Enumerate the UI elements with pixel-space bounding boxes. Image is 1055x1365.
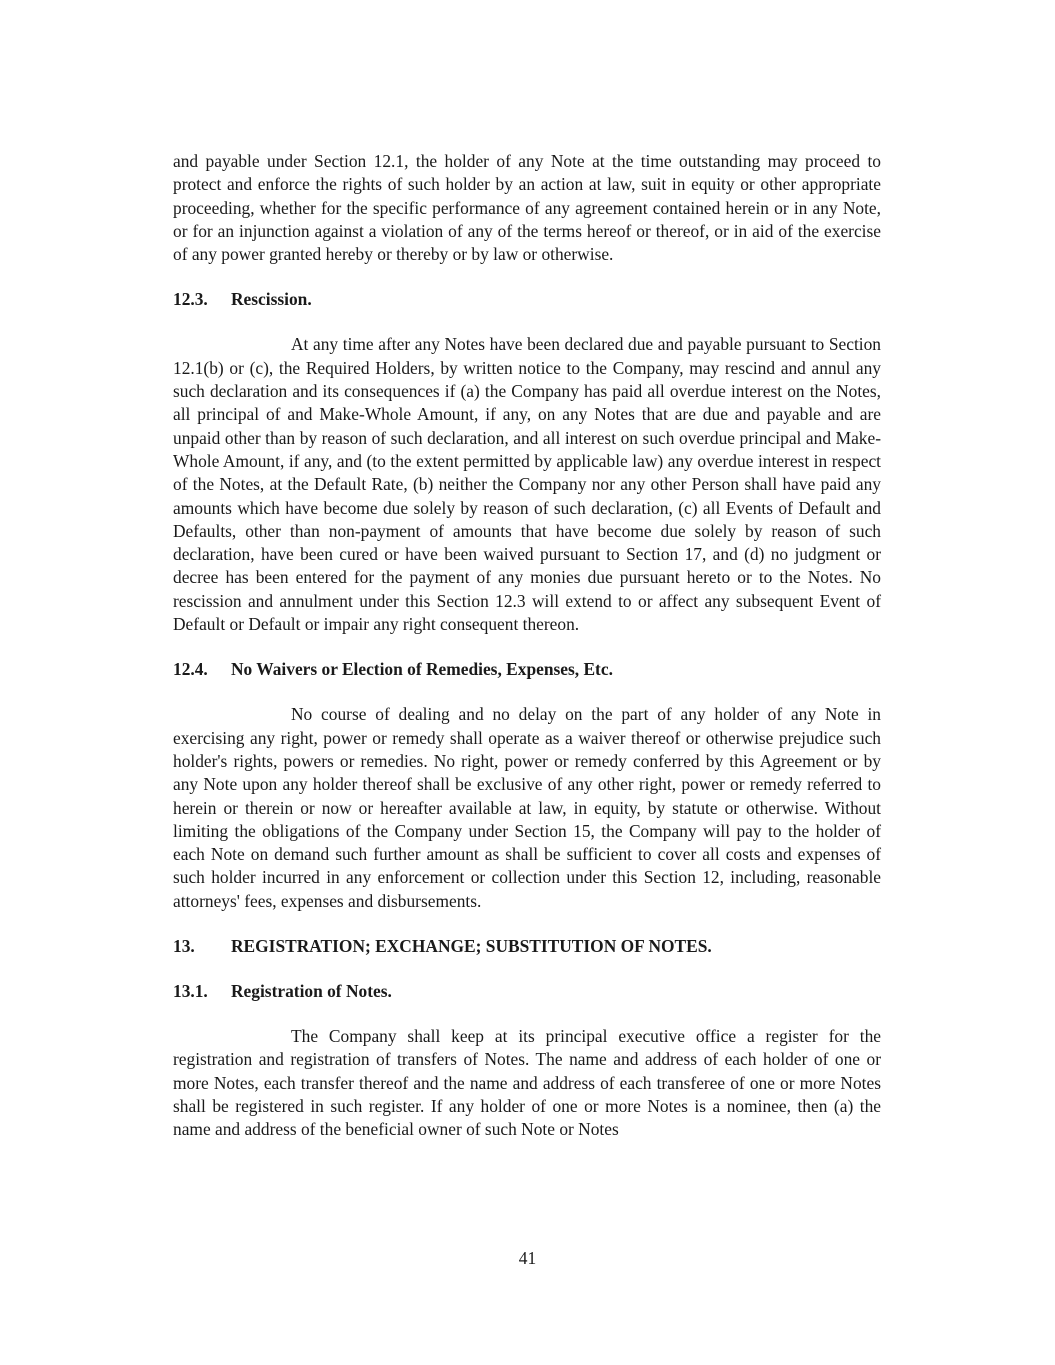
section-13-heading: [173, 935, 881, 958]
section-12-4-heading: [173, 658, 881, 681]
section-12-4-body: No course of dealing and no delay on the part of any holder of any Note in exercising any right, power or remedy shall operate as a waiver thereof or otherwise prejudice such holder's rights, powers or remedies. No right, power or remedy conferred by this Agreement or by any Note upon any holder thereof shall be exclusive of any other right, power or remedy referred to herein or therein or now or hereafter available at law, in equity, by statute or otherwise. Without limiting the obligations of the Company under Section 15, the Company will pay to the holder of each Note on demand such further amount as shall be sufficient to cover all costs and expenses of such holder incurred in any enforcement or collection under this Section 12, including, reasonable attorneys' fees, expenses and disbursements.: [173, 704, 881, 911]
section-title: Rescission.: [231, 289, 312, 310]
section-13-1-heading: [173, 980, 881, 1003]
section-number: 13.1.: [173, 981, 208, 1002]
section-12-3-heading: [173, 288, 881, 311]
document-page: [173, 150, 881, 1142]
page-number: 41: [518, 1248, 537, 1268]
section-title: No Waivers or Election of Remedies, Expenses, Etc.: [231, 659, 613, 680]
section-number: 13.: [173, 936, 195, 957]
continuation-paragraph: and payable under Section 12.1, the holder of any Note at the time outstanding may proceed to protect and enforce the rights of such holder by an action at law, suit in equity or other appropriate proceeding, whether for the specific performance of any agreement contained herein or in any Note, or for an injunction against a violation of any of the terms hereof or thereof, or in aid of the exercise of any power granted hereby or thereby or by law or otherwise.: [173, 151, 881, 265]
section-title: REGISTRATION; EXCHANGE; SUBSTITUTION OF NOTES.: [231, 936, 712, 957]
section-number: 12.4.: [173, 659, 208, 680]
section-12-3-body: At any time after any Notes have been declared due and payable pursuant to Section 12.1(b) or (c), the Required Holders, by written notice to the Company, may rescind and annul any such declaration and its consequences if (a) the Company has paid all overdue interest on the Notes, all principal of and Make-Whole Amount, if any, on any Notes that are due and payable and are unpaid other than by reason of such declaration, and all interest on such overdue principal and Make-Whole Amount, if any, and (to the extent permitted by applicable law) any overdue interest in respect of the Notes, at the Default Rate, (b) neither the Company nor any other Person shall have paid any amounts which have become due solely by reason of such declaration, (c) all Events of Default and Defaults, other than non-payment of amounts that have become due solely by reason of such declaration, have been cured or have been waived pursuant to Section 17, and (d) no judgment or decree has been entered for the payment of any monies due pursuant hereto or to the Notes. No rescission and annulment under this Section 12.3 will extend to or affect any subsequent Event of Default or Default or impair any right consequent thereon.: [173, 334, 881, 635]
section-13-1-body: The Company shall keep at its principal executive office a register for the registration and registration of transfers of Notes. The name and address of each holder of one or more Notes, each transfer thereof and the name and address of each transferee of one or more Notes shall be registered in such register. If any holder of one or more Notes is a nominee, then (a) the name and address of the beneficial owner of such Note or Notes: [173, 1026, 881, 1140]
section-number: 12.3.: [173, 289, 208, 310]
section-title: Registration of Notes.: [231, 981, 392, 1002]
